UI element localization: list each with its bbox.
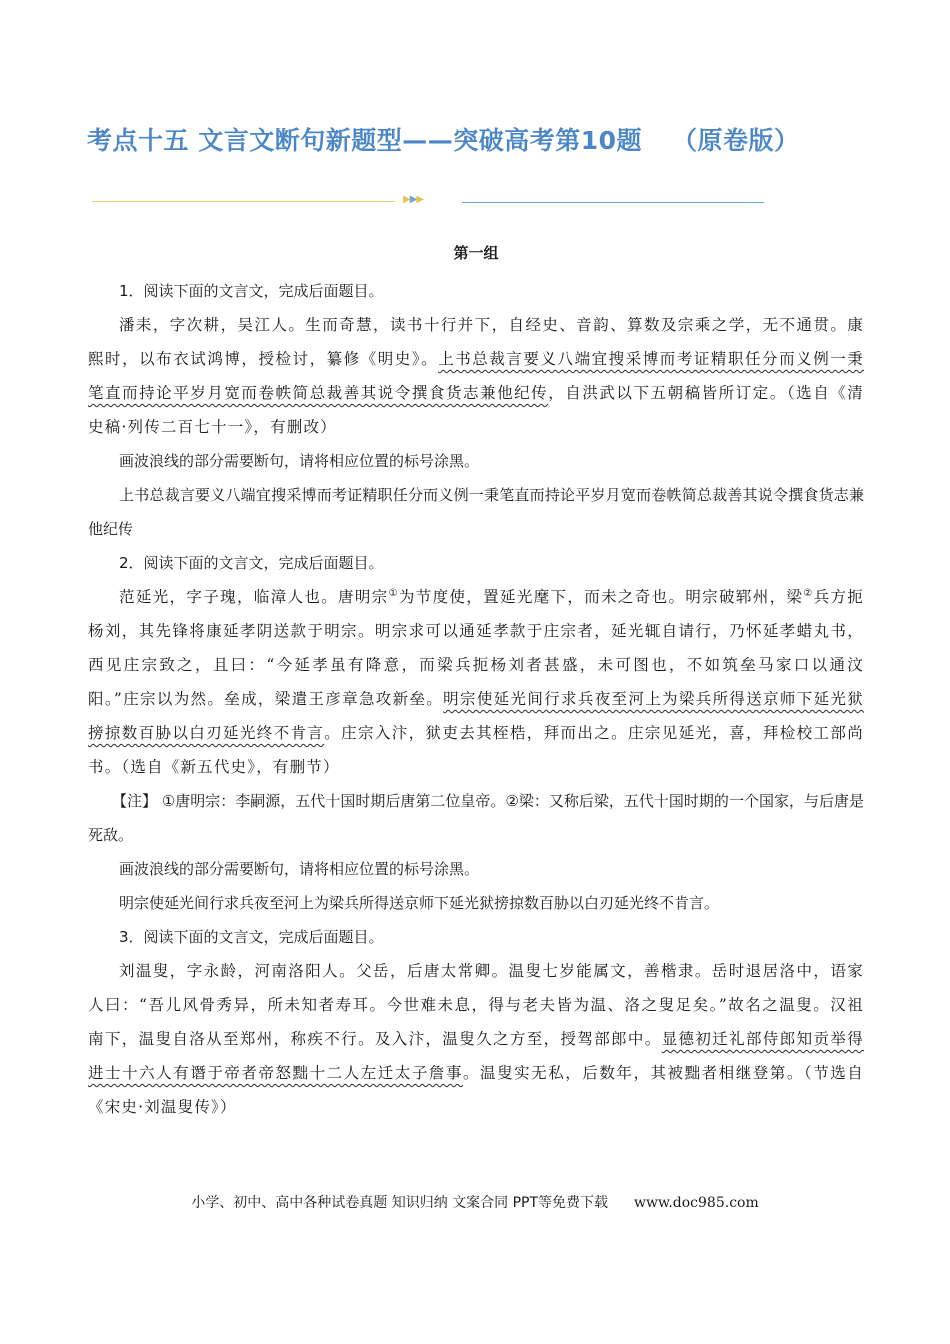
title-edition: （原卷版） [672, 126, 800, 155]
question-2-passage [88, 580, 864, 784]
title-text: 考点十五 文言文断句新题型——突破高考第10题 [87, 126, 642, 155]
question-3-passage [88, 954, 864, 1124]
question-2-answer-line: 明宗使延光间行求兵夜至河上为梁兵所得送京师下延光狱搒掠数百胁以白刃延光终不肯言。 [119, 894, 720, 912]
question-1-passage [88, 308, 864, 444]
question-2-prompt: 2．阅读下面的文言文，完成后面题目。 [119, 554, 384, 572]
page-title [87, 121, 887, 157]
group-title: 第一组 [453, 244, 499, 262]
title-divider-left [92, 201, 395, 202]
passage-text: 刘温叟，字永龄，河南洛阳人。父岳，后唐太常卿。温叟七岁能属文，善楷隶。岳时退居洛中，语家人曰：“吾儿风骨秀异，所未知者寿耳。今世难未息，得与老夫皆为温、洛之叟足矣。”故名之温叟。汉祖南下，温叟自洛从至郑州，称疾不行。及入汴，温叟久之方至，授驾部郎中。 [88, 962, 864, 1048]
wavy-underlined-segment: 上书总裁言要义八端宜搜采博而考证精职任分而义例一秉笔直而持论平岁月宽而卷帙简总裁善其说令撰食货志兼他纪传 [88, 350, 864, 402]
document-body [88, 240, 864, 1124]
question-1-prompt: 1．阅读下面的文言文，完成后面题目。 [119, 282, 384, 300]
question-1-instruction: 画波浪线的部分需要断句，请将相应位置的标号涂黑。 [119, 452, 480, 470]
page-footer [0, 1192, 950, 1212]
passage-text: ，自洪武以下五朝稿皆所订定。（选自《清史稿·列传二百七十一》，有删改） [88, 384, 864, 436]
wavy-underlined-segment: 显德初迁礼部侍郎知贡举得进士十六人有谮于帝者帝怒黜十二人左迁太子詹事 [88, 1030, 864, 1082]
footnote-marker: ① [388, 587, 399, 599]
passage-text: 。温叟实无私，后数年，其被黜者相继登第。（节选自《宋史·刘温叟传》） [88, 1064, 864, 1116]
question-2-note: 【注】 ①唐明宗：李嗣源，五代十国时期后唐第二位皇帝。②梁：又称后梁，五代十国时期的一个国家，与后唐是死敌。 [88, 792, 864, 844]
wavy-underlined-segment: 明宗使延光间行求兵夜至河上为梁兵所得送京师下延光狱搒掠数百胁以白刃延光终不肯言 [88, 690, 864, 742]
question-2-instruction: 画波浪线的部分需要断句，请将相应位置的标号涂黑。 [119, 860, 480, 878]
footnote-marker: ② [803, 587, 814, 599]
passage-text: 。庄宗入汴，狱吏去其桎梏，拜而出之。庄宗见延光，喜，拜检校工部尚书。（选自《新五代史》，有删节） [88, 724, 864, 776]
divider-arrows-icon: ▶▶▶ [403, 194, 424, 205]
title-divider-right [462, 202, 764, 203]
passage-text: 兵方扼杨刘，其先锋将康延孝阴送款于明宗。明宗求可以通延孝款于庄宗者，延光辄自请行，乃怀延孝蜡丸书，西见庄宗致之，且曰：“今延孝虽有降意，而梁兵扼杨刘者甚盛，未可图也，不如筑垒马家口以通汶阳。”庄宗以为然。垒成，梁遣王彦章急攻新垒。 [88, 588, 865, 708]
passage-text: 为节度使，置延光麾下，而未之奇也。明宗破郓州，梁 [398, 588, 804, 606]
footer-text: 小学、初中、高中各种试卷真题 知识归纳 文案合同 PPT等免费下载 [191, 1195, 609, 1211]
question-1-answer-line: 上书总裁言要义八端宜搜采博而考证精职任分而义例一秉笔直而持论平岁月宽而卷帙简总裁善其说令撰食货志兼他纪传 [88, 486, 864, 538]
passage-text: 范延光，字子瑰，临漳人也。唐明宗 [119, 588, 389, 606]
passage-text: 潘耒，字次耕，吴江人。生而奇慧，读书十行并下，自经史、音韵、算数及宗乘之学，无不通贯。康熙时，以布衣试鸿博，授检讨，纂修《明史》。 [88, 316, 864, 368]
question-3-prompt: 3．阅读下面的文言文，完成后面题目。 [119, 928, 384, 946]
footer-url[interactable]: www.doc985.com [634, 1195, 759, 1211]
